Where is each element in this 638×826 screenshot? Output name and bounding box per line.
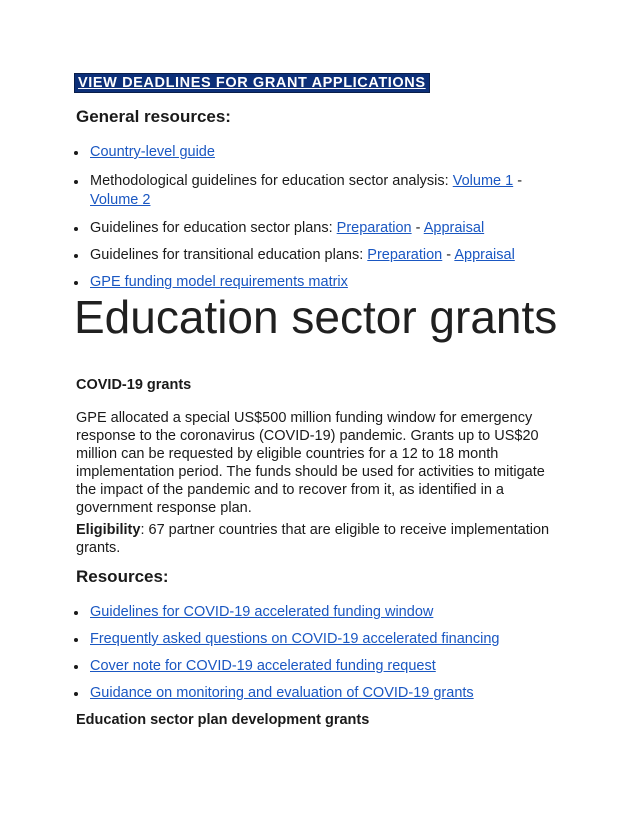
list-item [90,603,560,622]
covid-monitoring-guidance-link[interactable]: Guidance on monitoring and evaluation of COVID-19 grants [90,685,474,701]
general-resources-heading: General resources: [76,107,231,126]
list-item [90,143,560,162]
separator: - [513,173,523,189]
list-item [90,630,560,649]
volume-2-link[interactable]: Volume 2 [90,192,151,208]
esp-preparation-link[interactable]: Preparation [336,220,412,236]
list-item [90,219,560,238]
resources-list [90,603,560,703]
tep-appraisal-link[interactable]: Appraisal [454,247,515,263]
section-title: Education sector grants [74,291,558,343]
list-item [90,246,560,265]
covid-guidelines-link[interactable]: Guidelines for COVID-19 accelerated funding window [90,604,434,620]
esp-development-grants-heading: Education sector plan development grants [76,712,370,728]
esp-appraisal-link[interactable]: Appraisal [423,220,485,236]
eligibility-paragraph [76,521,566,557]
list-item [90,684,560,703]
list-item [90,657,560,676]
eligibility-text: : 67 partner countries that are eligible to receive implementation grants. [76,522,550,556]
list-item-text: Methodological guidelines for education sector analysis: [90,173,453,189]
requirements-matrix-link[interactable]: GPE funding model requirements matrix [90,274,348,290]
list-item [90,172,560,210]
list-item-text: Guidelines for education sector plans: [90,220,337,236]
general-resources-list [90,143,560,292]
resources-heading: Resources: [76,567,169,586]
covid-faq-link[interactable]: Frequently asked questions on COVID-19 accelerated financing [90,631,500,647]
separator: - [442,247,455,263]
covid-grants-heading: COVID-19 grants [76,377,192,393]
view-deadlines-link[interactable]: VIEW DEADLINES FOR GRANT APPLICATIONS [75,74,429,92]
list-item-text: Guidelines for transitional education plans: [90,247,368,263]
separator: - [411,220,424,236]
covid-cover-note-link[interactable]: Cover note for COVID-19 accelerated funding request [90,658,436,674]
country-level-guide-link[interactable]: Country-level guide [90,144,215,160]
eligibility-label: Eligibility [76,522,141,538]
tep-preparation-link[interactable]: Preparation [367,247,443,263]
covid-paragraph: GPE allocated a special US$500 million funding window for emergency response to the coronavirus (COVID-19) pandemic. Grants up to US$20 million can be requested by eligible countries for a 12 to 18 month implementation period. The funds should be used for activities to mitigate the impact of the pandemic and to recover from it, as identified in a government response plan. [76,410,545,516]
volume-1-link[interactable]: Volume 1 [452,173,514,189]
